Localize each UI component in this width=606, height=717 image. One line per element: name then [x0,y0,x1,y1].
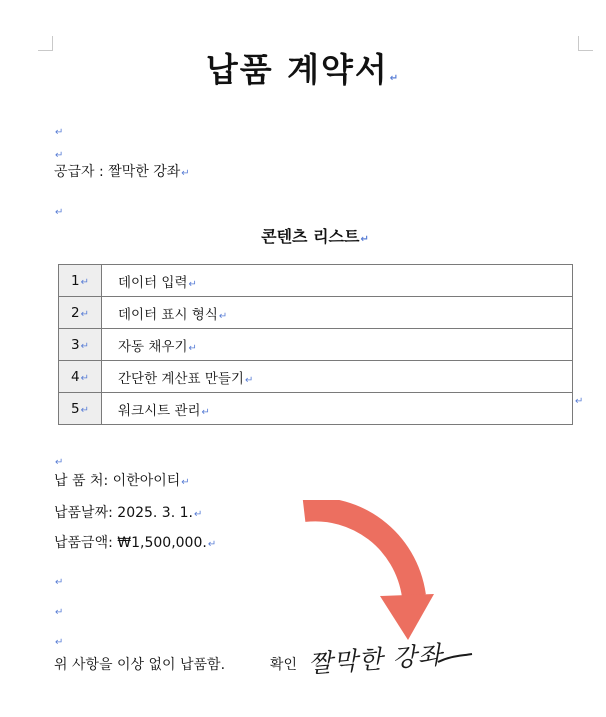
confirm-label: 확인 [269,657,297,673]
cell-mark-icon: ↵ [80,404,89,416]
supplier-value: 짤막한 강좌 [108,164,181,180]
document-title-text: 납품 계약서 [205,50,389,89]
table-row[interactable] [59,361,573,393]
item-text-cell[interactable] [102,329,573,361]
item-text-cell[interactable] [102,297,573,329]
signature-stroke-icon [436,648,476,668]
delivery-to-label: 납 품 처 [54,473,104,489]
item-number: 4 [71,368,80,385]
item-number-cell[interactable] [59,265,102,297]
delivery-amount-label: 납품금액 [54,535,109,551]
item-number: 1 [71,272,80,289]
empty-paragraph[interactable] [54,570,63,589]
empty-paragraph[interactable] [54,450,63,469]
item-number-cell[interactable] [59,393,102,425]
paragraph-mark-icon: ↵ [55,207,64,218]
supplier-line[interactable]: 공급자 : 짤막한 강좌↵ [54,164,190,180]
paragraph-mark-icon: ↵ [181,477,190,488]
cell-mark-icon: ↵ [218,310,228,322]
item-text: 간단한 계산표 만들기 [118,370,244,387]
content-list-heading-text: 콘텐츠 리스트 [261,227,360,246]
signature: 짤막한 강좌 [307,640,444,679]
curved-arrow-icon [296,500,446,650]
cell-mark-icon: ↵ [188,278,197,290]
delivery-date-line[interactable]: 납품날짜: 2025. 3. 1.↵ [54,505,203,521]
item-number-cell[interactable] [59,361,102,393]
delivery-to-value: 이한아이티 [112,473,181,489]
row-end-mark-icon: ↵ [575,396,584,407]
supplier-label: 공급자 [54,164,95,180]
paragraph-mark-icon: ↵ [55,637,64,648]
paragraph-mark-icon: ↵ [55,607,64,618]
paragraph-mark-icon: ↵ [207,539,217,550]
empty-paragraph[interactable] [54,200,63,219]
table-row[interactable] [59,329,573,361]
item-number-cell[interactable] [59,297,102,329]
cell-mark-icon: ↵ [80,372,89,384]
item-number-cell[interactable] [59,329,102,361]
delivery-amount-value: ₩1,500,000. [117,535,207,551]
cell-mark-icon: ↵ [201,406,210,418]
table-row[interactable] [59,265,573,297]
confirmation-line[interactable] [54,656,297,674]
delivery-amount-line[interactable]: 납품금액: ₩1,500,000.↵ [54,535,217,551]
paragraph-mark-icon: ↵ [55,150,64,161]
document-title[interactable] [0,44,606,91]
empty-paragraph[interactable] [54,630,63,649]
item-text: 워크시트 관리 [118,402,201,419]
paragraph-mark-icon: ↵ [55,577,64,588]
table-row[interactable] [59,297,573,329]
cell-mark-icon: ↵ [80,340,89,352]
cell-mark-icon: ↵ [188,342,197,354]
paragraph-mark-icon: ↵ [55,457,64,468]
table-row[interactable] [59,393,573,425]
cell-mark-icon: ↵ [80,276,89,288]
paragraph-mark-icon: ↵ [181,168,190,179]
item-text: 자동 채우기 [118,338,188,355]
delivery-date-value: 2025. 3. 1. [117,505,193,521]
cell-mark-icon: ↵ [80,308,89,320]
item-text-cell[interactable] [102,361,573,393]
item-text-cell[interactable] [102,393,573,425]
empty-paragraph[interactable] [54,120,63,139]
item-text: 데이터 입력 [118,274,188,291]
delivery-to-line[interactable]: 납 품 처: 이한아이티↵ [54,473,190,489]
content-list-heading[interactable] [0,224,606,247]
confirmation-text: 위 사항을 이상 없이 납품함. [54,657,226,673]
item-number: 5 [71,400,80,417]
paragraph-mark-icon: ↵ [55,127,64,138]
paragraph-mark-icon: ↵ [193,509,203,520]
empty-paragraph[interactable] [54,600,63,619]
paragraph-mark-icon: ↵ [389,73,401,84]
delivery-date-label: 납품날짜 [54,505,109,521]
item-number: 2 [71,304,80,321]
item-text-cell[interactable] [102,265,573,297]
content-list-table[interactable] [58,264,573,425]
item-number: 3 [71,336,80,353]
item-text: 데이터 표시 형식 [118,306,218,323]
cell-mark-icon: ↵ [244,374,254,386]
empty-paragraph[interactable] [54,143,63,162]
paragraph-mark-icon: ↵ [360,234,369,245]
